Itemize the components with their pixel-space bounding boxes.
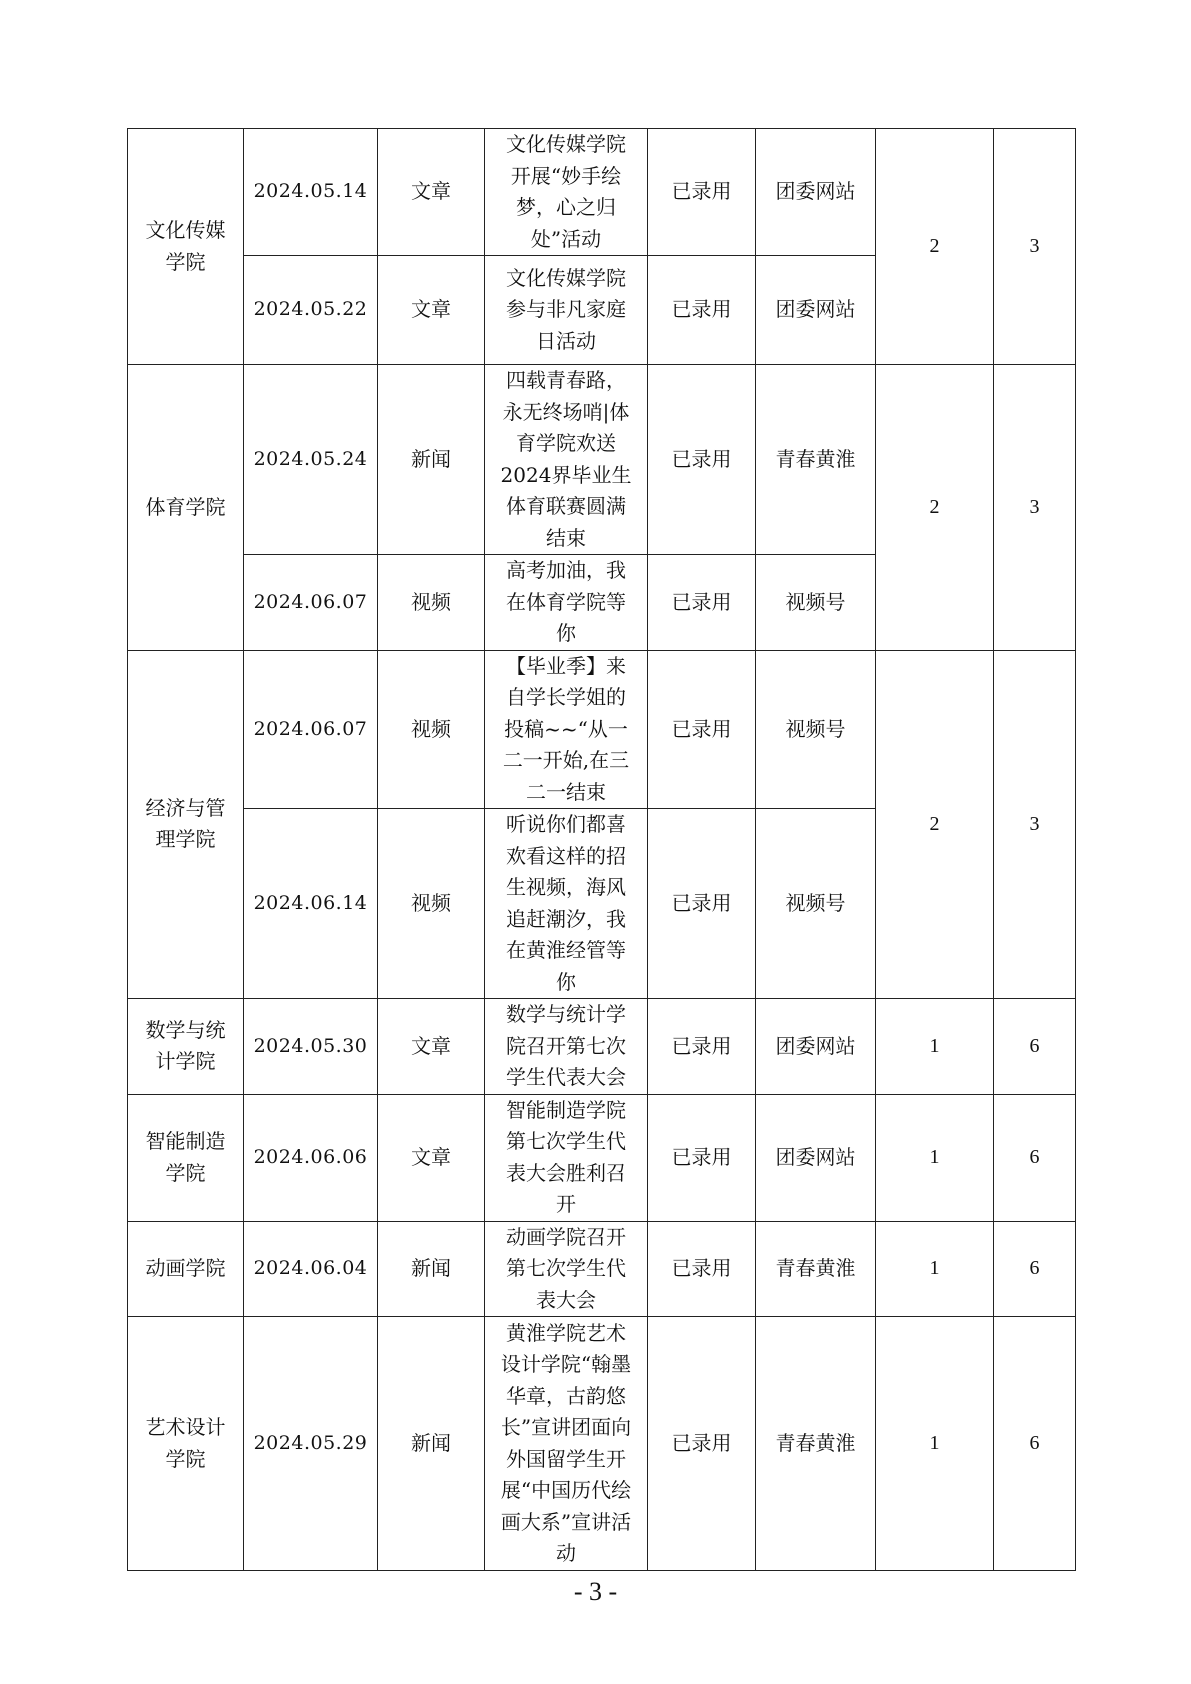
date-cell: 2024.06.04 (244, 1221, 378, 1317)
title-cell: 智能制造学院第七次学生代表大会胜利召开 (485, 1094, 648, 1221)
table-row (128, 129, 1076, 256)
status-cell: 已录用 (648, 555, 756, 651)
college-cell: 经济与管理学院 (128, 650, 244, 999)
platform-cell: 视频号 (756, 809, 876, 999)
platform-cell: 团委网站 (756, 256, 876, 365)
date-cell: 2024.06.07 (244, 555, 378, 651)
date-cell: 2024.05.22 (244, 256, 378, 365)
date-cell: 2024.05.29 (244, 1317, 378, 1571)
title-cell: 文化传媒学院开展“妙手绘梦，心之归处”活动 (485, 129, 648, 256)
platform-cell: 团委网站 (756, 1094, 876, 1221)
college-cell: 动画学院 (128, 1221, 244, 1317)
platform-cell: 青春黄淮 (756, 1221, 876, 1317)
college-cell: 智能制造学院 (128, 1094, 244, 1221)
status-cell: 已录用 (648, 809, 756, 999)
count-cell: 1 (876, 1317, 994, 1571)
date-cell: 2024.05.24 (244, 365, 378, 555)
status-cell: 已录用 (648, 1094, 756, 1221)
platform-cell: 团委网站 (756, 129, 876, 256)
type-cell: 视频 (378, 809, 485, 999)
platform-cell: 团委网站 (756, 999, 876, 1095)
count-cell: 2 (876, 650, 994, 999)
college-cell: 文化传媒学院 (128, 129, 244, 365)
rank-cell: 3 (994, 129, 1076, 365)
type-cell: 视频 (378, 555, 485, 651)
date-cell: 2024.05.14 (244, 129, 378, 256)
type-cell: 文章 (378, 999, 485, 1095)
platform-cell: 视频号 (756, 555, 876, 651)
rank-cell: 3 (994, 650, 1076, 999)
status-cell: 已录用 (648, 365, 756, 555)
date-cell: 2024.06.07 (244, 650, 378, 809)
table-row (128, 1317, 1076, 1571)
status-cell: 已录用 (648, 650, 756, 809)
title-cell: 四载青春路，永无终场哨|体育学院欢送2024界毕业生体育联赛圆满结束 (485, 365, 648, 555)
rank-cell: 6 (994, 1317, 1076, 1571)
status-cell: 已录用 (648, 256, 756, 365)
page-number: - 3 - (573, 1577, 618, 1606)
table-row (128, 650, 1076, 809)
college-cell: 数学与统计学院 (128, 999, 244, 1095)
title-cell: 黄淮学院艺术设计学院“翰墨华章，古韵悠长”宣讲团面向外国留学生开展“中国历代绘画大系”宣讲活动 (485, 1317, 648, 1571)
college-cell: 体育学院 (128, 365, 244, 651)
date-cell: 2024.06.14 (244, 809, 378, 999)
type-cell: 新闻 (378, 365, 485, 555)
title-cell: 动画学院召开第七次学生代表大会 (485, 1221, 648, 1317)
date-cell: 2024.06.06 (244, 1094, 378, 1221)
type-cell: 新闻 (378, 1221, 485, 1317)
rank-cell: 6 (994, 1221, 1076, 1317)
count-cell: 2 (876, 365, 994, 651)
platform-cell: 青春黄淮 (756, 1317, 876, 1571)
title-cell: 听说你们都喜欢看这样的招生视频，海风追赶潮汐，我在黄淮经管等你 (485, 809, 648, 999)
platform-cell: 视频号 (756, 650, 876, 809)
platform-cell: 青春黄淮 (756, 365, 876, 555)
type-cell: 文章 (378, 256, 485, 365)
status-cell: 已录用 (648, 129, 756, 256)
rank-cell: 6 (994, 999, 1076, 1095)
count-cell: 1 (876, 999, 994, 1095)
status-cell: 已录用 (648, 999, 756, 1095)
type-cell: 视频 (378, 650, 485, 809)
status-cell: 已录用 (648, 1221, 756, 1317)
type-cell: 文章 (378, 1094, 485, 1221)
table-row (128, 1094, 1076, 1221)
table-row (128, 1221, 1076, 1317)
title-cell: 文化传媒学院参与非凡家庭日活动 (485, 256, 648, 365)
type-cell: 新闻 (378, 1317, 485, 1571)
date-cell: 2024.05.30 (244, 999, 378, 1095)
title-cell: 高考加油，我在体育学院等你 (485, 555, 648, 651)
title-cell: 【毕业季】来自学长学姐的投稿~~“从一二一开始,在三二一结束 (485, 650, 648, 809)
rank-cell: 3 (994, 365, 1076, 651)
count-cell: 2 (876, 129, 994, 365)
title-cell: 数学与统计学院召开第七次学生代表大会 (485, 999, 648, 1095)
table-row (128, 365, 1076, 555)
table-row (128, 999, 1076, 1095)
status-cell: 已录用 (648, 1317, 756, 1571)
college-cell: 艺术设计学院 (128, 1317, 244, 1571)
rank-cell: 6 (994, 1094, 1076, 1221)
type-cell: 文章 (378, 129, 485, 256)
count-cell: 1 (876, 1221, 994, 1317)
count-cell: 1 (876, 1094, 994, 1221)
submission-table (127, 128, 1076, 1571)
